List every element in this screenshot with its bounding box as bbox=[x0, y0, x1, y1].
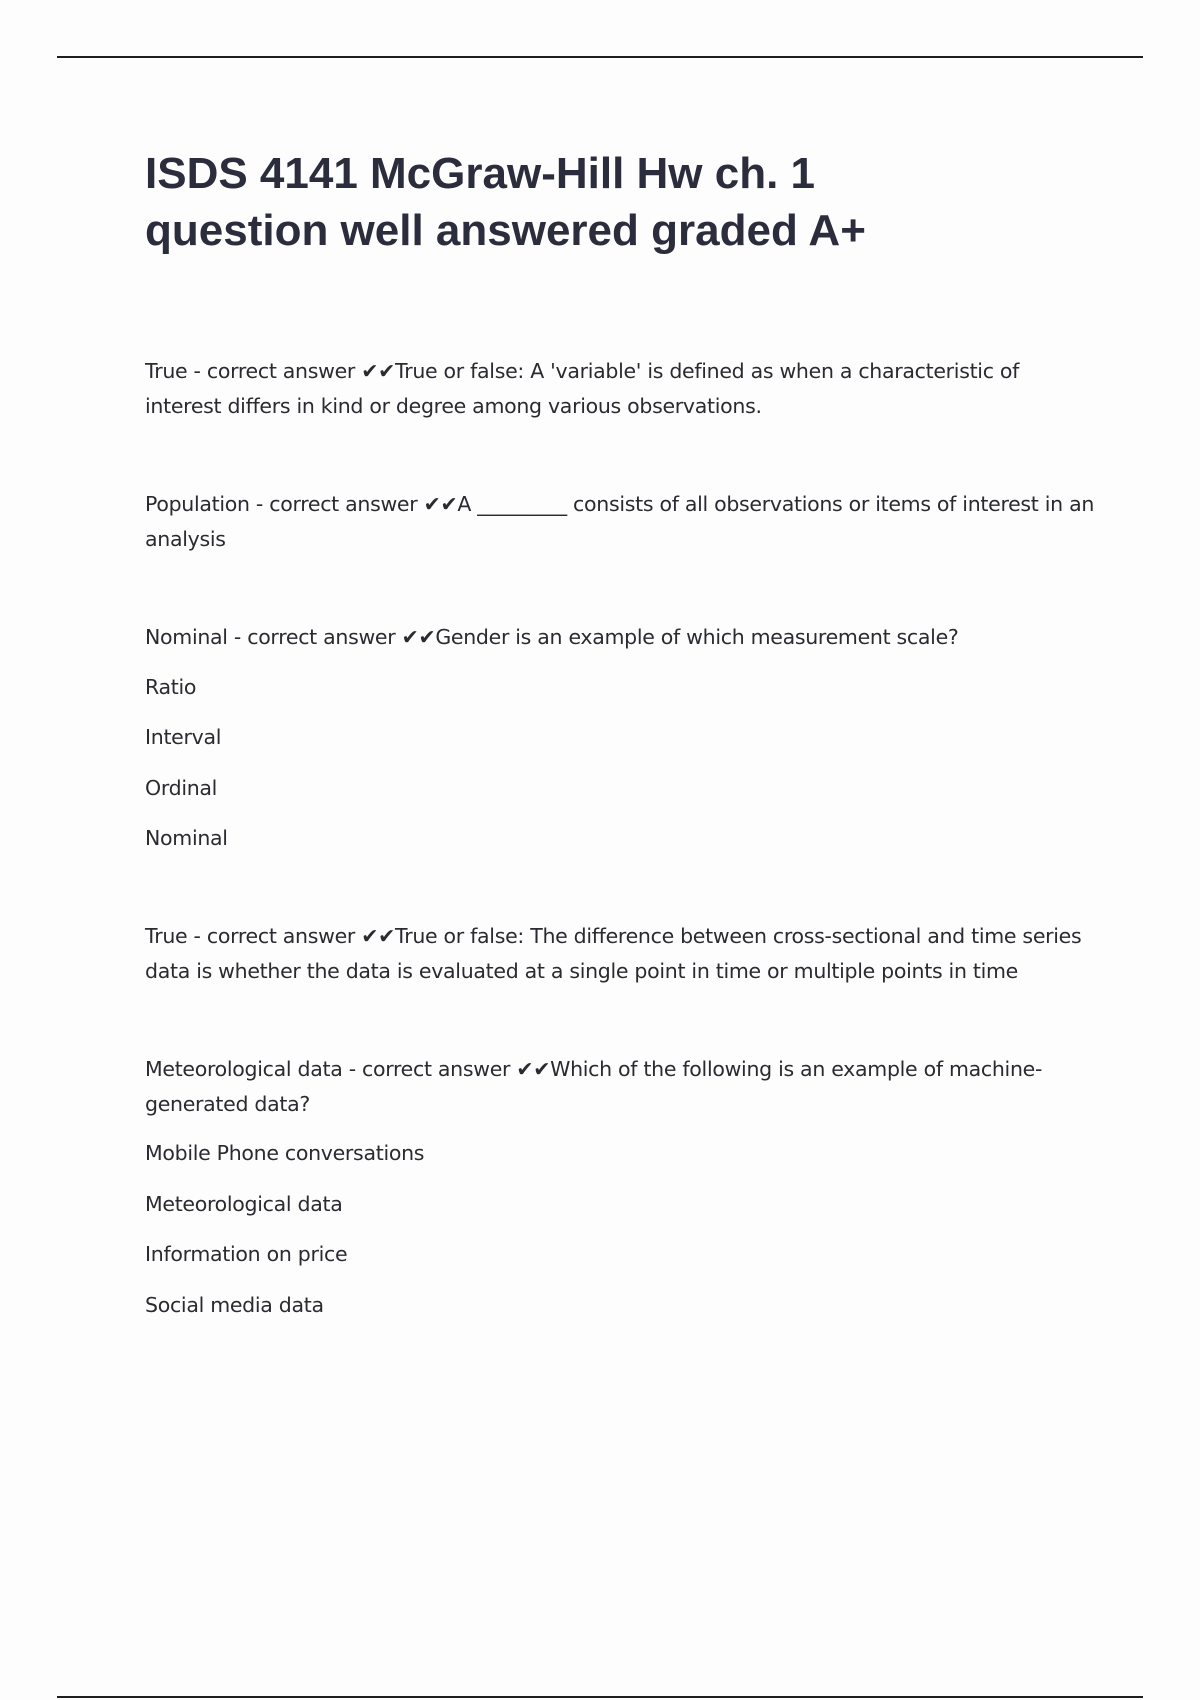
question-list bbox=[145, 354, 1095, 1322]
question-3-option-3: Ordinal bbox=[145, 775, 218, 800]
question-1: True - correct answer ✔✔True or false: A 'variable' is defined as when a characteristic of interest differs in kind or degree among various observations. bbox=[145, 359, 1020, 418]
question-3-option-1: Ratio bbox=[145, 674, 197, 699]
question-3: Nominal - correct answer ✔✔Gender is an example of which measurement scale? bbox=[145, 625, 959, 649]
question-3-option-4: Nominal bbox=[145, 826, 228, 850]
question-5-option-4: Social media data bbox=[145, 1292, 324, 1317]
document-title bbox=[145, 145, 1045, 259]
question-3-option-2: Interval bbox=[145, 725, 222, 749]
top-rule bbox=[57, 56, 1143, 58]
question-5-option-2: Meteorological data bbox=[145, 1191, 343, 1216]
question-5-option-1: Mobile Phone conversations bbox=[145, 1141, 425, 1165]
title-line-1: ISDS 4141 McGraw-Hill Hw ch. 1 bbox=[145, 149, 816, 198]
question-5-option-3: Information on price bbox=[145, 1242, 348, 1266]
title-line-2: question well answered graded A+ bbox=[145, 206, 866, 255]
question-5: Meteorological data - correct answer ✔✔Which of the following is an example of machine-generated data? bbox=[145, 1057, 1043, 1116]
question-2: Population - correct answer ✔✔A _________ consists of all observations or items of interest in an analysis bbox=[145, 492, 1095, 551]
question-4: True - correct answer ✔✔True or false: The difference between cross-sectional and time series data is whether the data is evaluated at a single point in time or multiple points in time bbox=[145, 924, 1082, 983]
bottom-rule bbox=[57, 1696, 1143, 1698]
